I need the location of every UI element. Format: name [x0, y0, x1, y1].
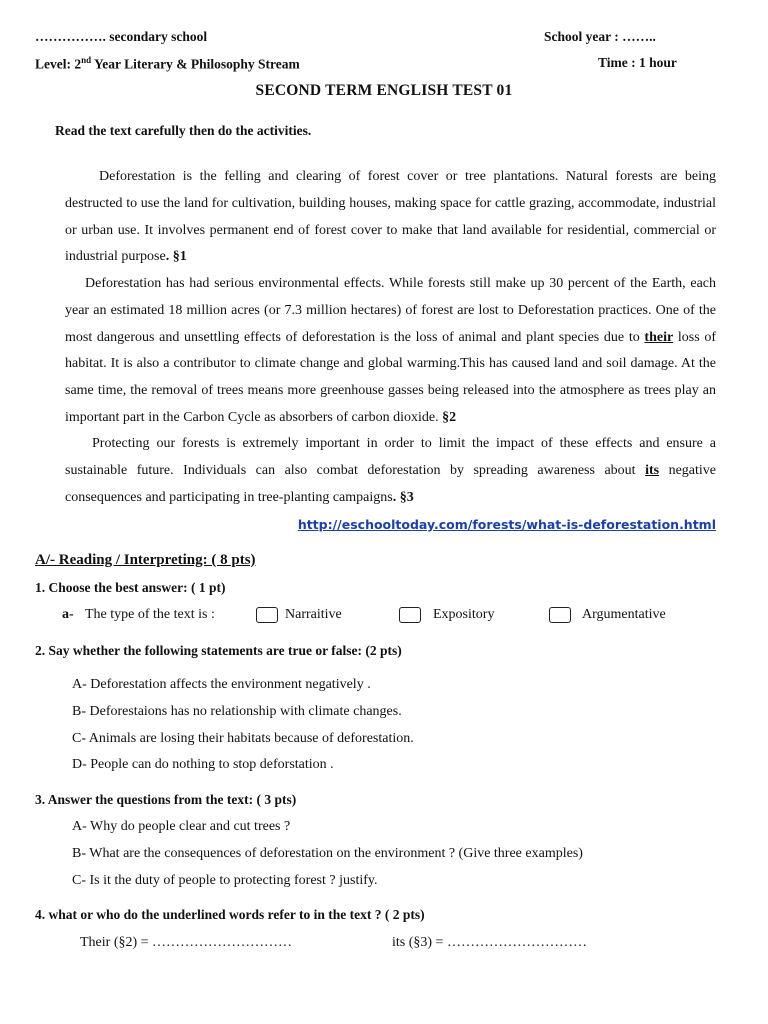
underlined-word-their: their	[644, 329, 674, 345]
statement-c: C- Animals are losing their habitats because of deforestation.	[72, 731, 414, 746]
section-a-heading: A/- Reading / Interpreting: ( 8 pts)	[35, 552, 256, 568]
source-link[interactable]: http://eschooltoday.com/forests/what-is-deforestation.html	[297, 517, 716, 532]
q1-item-text: The type of the text is :	[85, 607, 215, 622]
school-name: ……………. secondary school	[35, 29, 208, 44]
checkbox-argumentative[interactable]	[549, 607, 571, 623]
paragraph-3: Protecting our forests is extremely important in order to limit the impact of these effects and ensure a sustainable future. Individuals can also combat deforestation by spreading awareness about its negative consequences and participating in tree-planting campaigns. §3	[65, 436, 717, 505]
option-narrative: Narraitive	[285, 607, 342, 622]
paragraph-2: Deforestation has had serious environmental effects. While forests still make up 30 percent of the Earth, each year an estimated 18 million acres (or 7.3 million hectares) of forest are lost to Deforestation practices. One of the most dangerous and unsettling effects of deforestation is the loss of animal and plant species due to their loss of habitat. It is also a contributor to climate change and global warming.This has caused land and soil damage. At the same time, the removal of trees means more greenhouse gasses being released into the atmosphere as trees play an important part in the Carbon Cycle as absorbers of carbon dioxide. §2	[65, 276, 716, 425]
page-title: SECOND TERM ENGLISH TEST 01	[255, 82, 513, 99]
question-3-c: C- Is it the duty of people to protecting forest ? justify.	[72, 873, 378, 888]
question-4: 4. what or who do the underlined words refer to in the text ? ( 2 pts)	[35, 907, 425, 922]
question-3-a: A- Why do people clear and cut trees ?	[72, 819, 291, 834]
school-year: School year : ……..	[544, 29, 656, 44]
question-3-b: B- What are the consequences of deforestation on the environment ? (Give three examples)	[72, 846, 583, 861]
question-3: 3. Answer the questions from the text: ( 3 pts)	[35, 792, 297, 807]
reference-their: Their (§2) = …………………………	[80, 935, 293, 950]
question-1: 1. Choose the best answer: ( 1 pt)	[35, 580, 226, 595]
statement-a: A- Deforestation affects the environment negatively .	[72, 677, 371, 692]
checkbox-narrative[interactable]	[256, 607, 278, 623]
option-expository: Expository	[433, 607, 495, 622]
paragraph-1: Deforestation is the felling and clearing of forest cover or tree plantations. Natural forests are being destructed to use the land for cultivation, building houses, making space for cattle grazing, accommodate, industrial or urban use. It involves permanent end of forest cover to make that land available for residential, commercial or industrial purpose. §1	[65, 169, 716, 265]
checkbox-expository[interactable]	[399, 607, 421, 623]
underlined-word-its: its	[645, 462, 660, 478]
statement-d: D- People can do nothing to stop deforstation .	[72, 757, 334, 772]
instructions: Read the text carefully then do the activities.	[55, 123, 312, 138]
statement-b: B- Deforestaions has no relationship with climate changes.	[72, 704, 402, 719]
time-allowed: Time : 1 hour	[598, 55, 677, 70]
level-stream: Level: 2nd Year Literary & Philosophy Stream	[35, 55, 300, 72]
question-2: 2. Say whether the following statements are true or false: (2 pts)	[35, 643, 402, 658]
q1-item-letter: a-	[62, 607, 74, 622]
option-argumentative: Argumentative	[582, 607, 666, 622]
reference-its: its (§3) = …………………………	[392, 935, 587, 950]
